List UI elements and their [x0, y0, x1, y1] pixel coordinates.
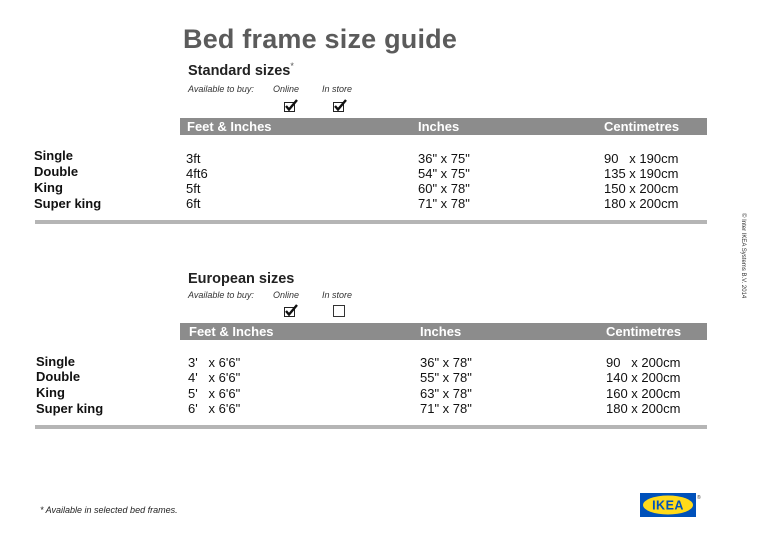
- section-divider: [35, 220, 707, 224]
- feet-cell: 6ft: [186, 196, 201, 211]
- col-feet-inches: Feet & Inches: [189, 324, 274, 339]
- feet-cell: 3ft: [186, 151, 201, 166]
- standard-heading-mark: *: [290, 61, 294, 71]
- row-label: King: [36, 385, 65, 400]
- col-centimetres: Centimetres: [604, 119, 680, 134]
- row-label: Double: [36, 369, 81, 384]
- col-inches: Inches: [420, 324, 462, 339]
- copyright-text: © Inter IKEA Systems B.V. 2014: [740, 213, 746, 299]
- footnote: * Available in selected bed frames.: [40, 505, 178, 515]
- section-divider: [35, 425, 707, 429]
- row-label: King: [34, 180, 63, 195]
- row-label: Single: [36, 354, 76, 369]
- in-store-label: In store: [322, 84, 353, 94]
- row-label: Double: [34, 164, 79, 179]
- cm-cell: 180 x 200cm: [604, 196, 679, 211]
- inches-cell: 55" x 78": [420, 370, 472, 385]
- inches-cell: 63" x 78": [420, 386, 472, 401]
- page-title: Bed frame size guide: [183, 24, 458, 54]
- feet-cell: 6' x 6'6": [188, 401, 241, 416]
- cm-cell: 90 x 190cm: [604, 151, 679, 166]
- in-store-unchecked-icon: [333, 305, 345, 317]
- col-inches: Inches: [418, 119, 460, 134]
- inches-cell: 54" x 75": [418, 166, 470, 181]
- cm-cell: 180 x 200cm: [606, 401, 681, 416]
- inches-cell: 71" x 78": [420, 401, 472, 416]
- ikea-logo-text: IKEA: [652, 498, 684, 513]
- standard-heading-text: Standard sizes: [188, 62, 291, 79]
- ikea-logo: [640, 493, 700, 519]
- inches-cell: 36" x 78": [420, 355, 472, 370]
- copyright-notice: [737, 213, 747, 313]
- inches-cell: 71" x 78": [418, 196, 470, 211]
- cm-cell: 150 x 200cm: [604, 181, 679, 196]
- col-feet-inches: Feet & Inches: [187, 119, 272, 134]
- feet-cell: 3' x 6'6": [188, 355, 241, 370]
- european-table-header: [180, 323, 707, 340]
- european-sizes-heading: European sizes: [188, 271, 295, 287]
- online-checked-icon: [284, 99, 298, 112]
- cm-cell: 160 x 200cm: [606, 386, 681, 401]
- feet-cell: 4' x 6'6": [188, 370, 241, 385]
- standard-table-header: [180, 118, 707, 135]
- available-label: Available to buy:: [188, 84, 254, 94]
- cm-cell: 135 x 190cm: [604, 166, 679, 181]
- inches-cell: 36" x 75": [418, 151, 470, 166]
- online-checked-icon: [284, 304, 298, 317]
- row-label: Super king: [34, 196, 102, 211]
- row-label: Super king: [36, 401, 104, 416]
- cm-cell: 90 x 200cm: [606, 355, 681, 370]
- row-label: Single: [34, 148, 74, 163]
- standard-sizes-heading: [188, 61, 294, 79]
- online-label: Online: [273, 84, 300, 94]
- available-label: Available to buy:: [188, 290, 254, 300]
- online-label: Online: [273, 290, 300, 300]
- feet-cell: 5ft: [186, 181, 201, 196]
- registered-mark: ®: [697, 495, 701, 501]
- feet-cell: 4ft6: [186, 166, 208, 181]
- inches-cell: 60" x 78": [418, 181, 470, 196]
- cm-cell: 140 x 200cm: [606, 370, 681, 385]
- in-store-checked-icon: [333, 99, 347, 112]
- col-centimetres: Centimetres: [606, 324, 682, 339]
- feet-cell: 5' x 6'6": [188, 386, 241, 401]
- in-store-label: In store: [322, 290, 353, 300]
